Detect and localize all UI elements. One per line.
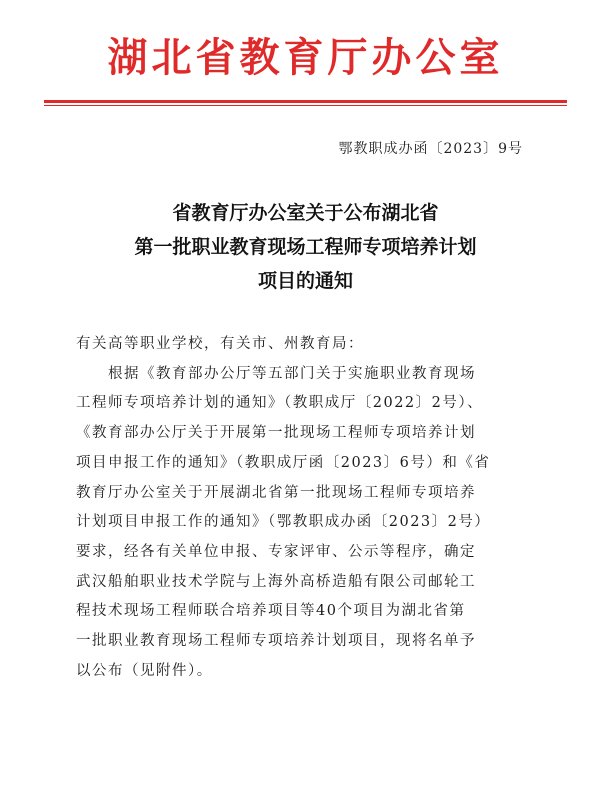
- document-body: [76, 330, 536, 686]
- body-line: 《教育部办公厅关于开展第一批现场工程师专项培养计划: [76, 425, 476, 442]
- body-line: 一批职业教育现场工程师专项培养计划项目，现将名单予: [76, 633, 476, 650]
- document-title-line-2: 第一批职业教育现场工程师专项培养计划: [134, 236, 477, 258]
- document-title-line-1: 省教育厅办公室关于公布湖北省: [172, 202, 439, 224]
- letterhead-red-rule-thin: [44, 105, 567, 106]
- document-number: 鄂教职成办函〔2023〕9号: [338, 141, 523, 157]
- letterhead-red-rule: [44, 100, 567, 103]
- document-title: [0, 196, 611, 298]
- body-line: 武汉船舶职业技术学院与上海外高桥造船有限公司邮轮工: [76, 573, 476, 590]
- document-title-line-3: 项目的通知: [257, 270, 353, 292]
- body-line: 要求，经各有关单位申报、专家评审、公示等程序，确定: [76, 543, 476, 560]
- body-line: 程技术现场工程师联合培养项目等40个项目为湖北省第: [76, 603, 466, 620]
- body-line: 以公布（见附件）。: [76, 662, 213, 679]
- body-line: 项目申报工作的通知》（教职成厅函〔2023〕6号）和《省: [76, 454, 491, 471]
- body-line: 工程师专项培养计划的通知》（教职成厅〔2022〕2号）、: [76, 395, 484, 412]
- letterhead-title: 湖北省教育厅办公室: [107, 34, 504, 81]
- body-line: 教育厅办公室关于开展湖北省第一批现场工程师专项培养: [76, 484, 476, 501]
- body-line: 计划项目申报工作的通知》（鄂教职成办函〔2023〕2号）: [76, 514, 491, 531]
- body-line: 根据《教育部办公厅等五部门关于实施职业教育现场: [76, 365, 476, 382]
- salutation: 有关高等职业学校，有关市、州教育局：: [76, 336, 364, 352]
